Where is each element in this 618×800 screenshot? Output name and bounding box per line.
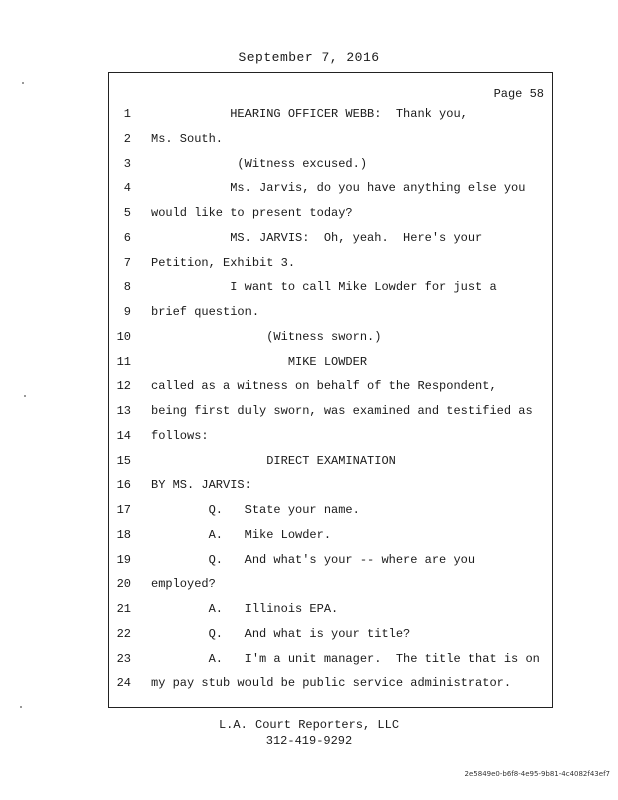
line-number: 8 [123, 280, 131, 295]
court-reporter-name: L.A. Court Reporters, LLC [218, 718, 400, 732]
line-number: 17 [116, 503, 131, 517]
line-text: I want to call Mike Lowder for just a [151, 280, 497, 295]
line-text: Ms. Jarvis, do you have anything else you [151, 181, 526, 196]
line-text: DIRECT EXAMINATION [151, 453, 396, 468]
line-text: Petition, Exhibit 3. [151, 255, 296, 270]
line-text: Q. And what's your -- where are you [151, 552, 476, 567]
court-reporter-phone: 312-419-9292 [265, 734, 353, 748]
line-number: 11 [116, 354, 131, 369]
scan-speck [22, 82, 24, 84]
line-text: would like to present today? [151, 206, 353, 220]
document-id: 2e5849e0-b6f8-4e95-9b81-4c4082f43ef7 [464, 770, 610, 778]
page-number: Page 58 [493, 87, 544, 101]
line-number: 14 [116, 428, 131, 443]
line-text: A. I'm a unit manager. The title that is on [151, 651, 540, 666]
line-number: 24 [116, 676, 131, 691]
line-text: Q. State your name. [151, 503, 360, 517]
line-number: 2 [123, 131, 131, 146]
line-number: 13 [116, 404, 131, 418]
line-number: 22 [116, 626, 131, 641]
line-text: (Witness sworn.) [151, 329, 382, 344]
line-text: being first duly sworn, was examined and testified as [151, 404, 533, 418]
line-number: 5 [123, 206, 131, 220]
line-number: 7 [123, 255, 131, 270]
line-text: follows: [151, 428, 209, 443]
line-number: 20 [116, 577, 131, 592]
line-text: (Witness excused.) [151, 156, 368, 171]
line-text: Ms. South. [151, 131, 224, 146]
line-number: 16 [116, 478, 131, 493]
transcript-date: September 7, 2016 [238, 50, 380, 65]
line-text: Q. And what is your title? [151, 626, 411, 641]
line-number: 1 [123, 107, 131, 121]
line-text: MIKE LOWDER [151, 354, 368, 369]
line-number: 19 [116, 552, 131, 567]
scan-speck [20, 706, 22, 708]
line-number: 15 [116, 453, 131, 468]
line-number: 4 [123, 181, 131, 196]
line-text: MS. JARVIS: Oh, yeah. Here's your [151, 230, 483, 245]
line-text: HEARING OFFICER WEBB: Thank you, [151, 107, 468, 121]
transcript-page [108, 72, 553, 708]
line-text: brief question. [151, 305, 260, 319]
line-text: my pay stub would be public service administrator. [151, 676, 512, 691]
line-text: A. Mike Lowder. [151, 527, 332, 542]
line-number: 3 [123, 156, 131, 171]
line-number: 23 [116, 651, 131, 666]
line-number: 12 [116, 379, 131, 394]
line-number: 18 [116, 527, 131, 542]
line-text: A. Illinois EPA. [151, 602, 339, 616]
line-number: 10 [116, 329, 131, 344]
line-number: 6 [123, 230, 131, 245]
line-number: 9 [123, 305, 131, 319]
line-number: 21 [116, 602, 131, 616]
line-text: BY MS. JARVIS: [151, 478, 252, 493]
line-text: employed? [151, 577, 216, 592]
line-text: called as a witness on behalf of the Respondent, [151, 379, 497, 394]
scan-speck [24, 395, 26, 397]
